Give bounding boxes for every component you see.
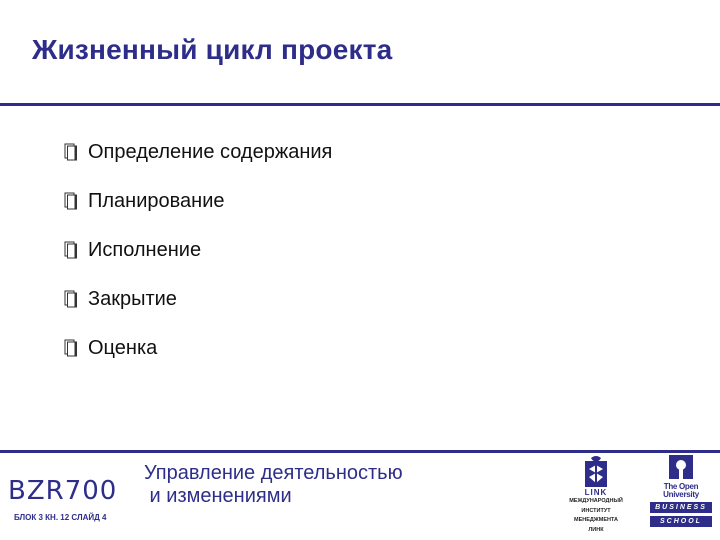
bullet-text: Исполнение bbox=[88, 238, 202, 261]
footer-title-line2: и изменениями bbox=[144, 485, 292, 507]
list-item bbox=[62, 140, 332, 164]
link-institute-logo bbox=[560, 455, 632, 535]
ou-name bbox=[650, 483, 712, 499]
slide-title: Жизненный цикл проекта bbox=[32, 34, 393, 65]
bullet-text: Определение содержания bbox=[88, 140, 333, 163]
title-divider bbox=[0, 103, 720, 106]
unit-reference: БЛОК 3 КН. 12 СЛАЙД 4 bbox=[14, 513, 107, 522]
link-emblem-icon bbox=[560, 455, 632, 489]
footer-title bbox=[144, 462, 403, 508]
link-line: МЕЖДУНАРОДНЫЙ bbox=[569, 498, 623, 504]
link-line: ЛИНК bbox=[588, 526, 604, 533]
course-code: BZR700 bbox=[8, 476, 118, 506]
bullet-text: Закрытие bbox=[88, 287, 177, 310]
school-label: SCHOOL bbox=[650, 516, 712, 527]
document-bullet-icon bbox=[62, 142, 82, 162]
list-item bbox=[62, 336, 332, 360]
bullet-text: Планирование bbox=[88, 189, 225, 212]
document-bullet-icon bbox=[62, 191, 82, 211]
footer-divider bbox=[0, 450, 720, 453]
bullet-text: Оценка bbox=[88, 336, 158, 359]
footer-title-line1: Управление деятельностью bbox=[144, 462, 403, 484]
ou-shield-icon bbox=[650, 455, 712, 483]
document-bullet-icon bbox=[62, 240, 82, 260]
link-wordmark: LINK bbox=[584, 488, 608, 497]
list-item bbox=[62, 287, 332, 311]
document-bullet-icon bbox=[62, 289, 82, 309]
list-item bbox=[62, 189, 332, 213]
ou-name-line: The Open bbox=[663, 482, 699, 491]
open-university-logo bbox=[650, 455, 712, 530]
link-line: ИНСТИТУТ bbox=[581, 507, 611, 514]
link-line: МЕНЕДЖМЕНТА bbox=[574, 517, 618, 523]
document-bullet-icon bbox=[62, 338, 82, 358]
list-item bbox=[62, 238, 332, 262]
bullet-list bbox=[62, 140, 332, 385]
ou-name-line: University bbox=[663, 490, 699, 499]
link-institute-name bbox=[560, 497, 632, 535]
business-label: BUSINESS bbox=[650, 502, 712, 513]
